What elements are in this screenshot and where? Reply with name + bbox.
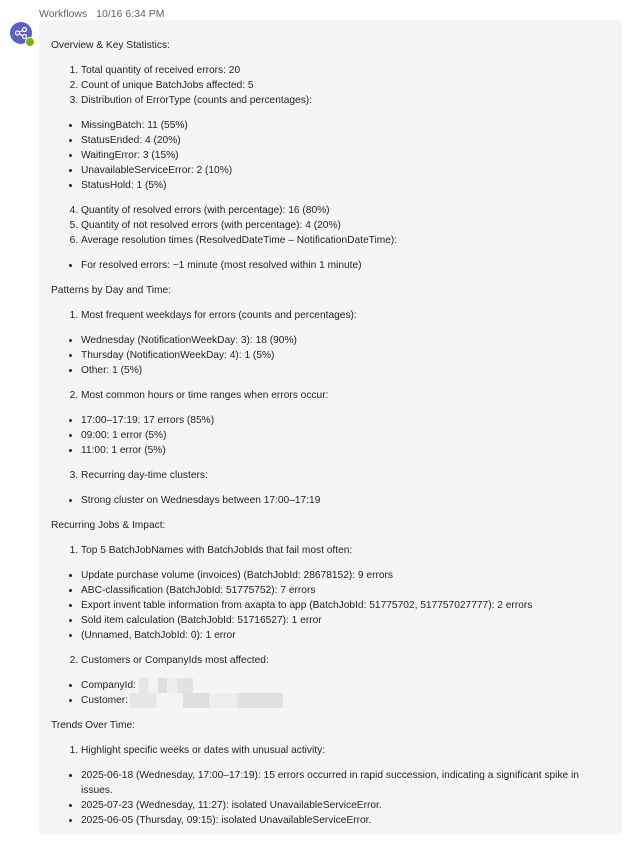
customer-label: Customer:: [81, 695, 128, 707]
list-item: • 2025-07-23 (Wednesday, 11:27): isolated UnavailableServiceError.: [81, 798, 612, 813]
list-item: • Wednesday (NotificationWeekDay: 3): 18 (90%): [81, 333, 612, 348]
batchjob-list: [51, 568, 612, 643]
overview-title: Overview & Key Statistics:: [51, 40, 170, 51]
list-item: 1. Most frequent weekdays for errors (counts and percentages):: [81, 308, 612, 323]
list-item: 1. Total quantity of received errors: 20: [81, 63, 612, 78]
list-item: 2. Count of unique BatchJobs affected: 5: [81, 78, 612, 93]
redacted-company: [139, 678, 193, 693]
list-item: 3. Recurring day-time clusters:: [81, 468, 612, 483]
list-item: • Other: 1 (5%): [81, 363, 612, 378]
list-item: • For resolved errors: ~1 minute (most resolved within 1 minute): [81, 258, 612, 273]
overview-list-a: [51, 63, 612, 108]
list-item: • 11:00: 1 error (5%): [81, 443, 612, 458]
patterns-item-1: [51, 308, 612, 323]
list-item: [81, 678, 612, 693]
jobs-title: Recurring Jobs & Impact:: [51, 520, 166, 531]
list-item: • ABC-classification (BatchJobId: 51775752): 7 errors: [81, 583, 612, 598]
error-type-list: [51, 118, 612, 193]
company-label: CompanyId:: [81, 680, 136, 692]
affected-list: [51, 678, 612, 708]
list-item: • Sold item calculation (BatchJobId: 51716527): 1 error: [81, 613, 612, 628]
list-item: • StatusEnded: 4 (20%): [81, 133, 612, 148]
patterns-item-2: [51, 388, 612, 403]
clusters-list: [51, 493, 612, 508]
list-item: • Export invent table information from axapta to app (BatchJobId: 51775702, 517757027777): 2 errors: [81, 598, 612, 613]
list-item: • WaitingError: 3 (15%): [81, 148, 612, 163]
list-item: • StatusHold: 1 (5%): [81, 178, 612, 193]
dates-list: [51, 768, 612, 828]
presence-badge: [25, 37, 35, 47]
resolution-list: [51, 258, 612, 273]
list-item: • MissingBatch: 11 (55%): [81, 118, 612, 133]
jobs-item-1: [51, 543, 612, 558]
list-item: • UnavailableServiceError: 2 (10%): [81, 163, 612, 178]
list-item: 5. Quantity of not resolved errors (with percentage): 4 (20%): [81, 218, 612, 233]
list-item: 2. Most common hours or time ranges when errors occur:: [81, 388, 612, 403]
list-item: • Update purchase volume (invoices) (BatchJobId: 28678152): 9 errors: [81, 568, 612, 583]
weekday-list: [51, 333, 612, 378]
list-item: • (Unnamed, BatchJobId: 0): 1 error: [81, 628, 612, 643]
message-header: [39, 8, 164, 20]
list-item: • 17:00–17:19: 17 errors (85%): [81, 413, 612, 428]
trends-title: Trends Over Time:: [51, 720, 135, 732]
sender-name[interactable]: Workflows: [39, 8, 88, 20]
hours-list: [51, 413, 612, 458]
list-item: 2. Customers or CompanyIds most affected:: [81, 653, 612, 668]
list-item: • Thursday (NotificationWeekDay: 4): 1 (5%): [81, 348, 612, 363]
message-timestamp: 10/16 6:34 PM: [96, 8, 165, 20]
list-item: 1. Highlight specific weeks or dates with unusual activity:: [81, 743, 612, 758]
trends-item-1: [51, 743, 612, 758]
list-item: • 09:00: 1 error (5%): [81, 428, 612, 443]
jobs-item-2: [51, 653, 612, 668]
list-item: 1. Top 5 BatchJobNames with BatchJobIds that fail most often:: [81, 543, 612, 558]
list-item: • Strong cluster on Wednesdays between 17:00–17:19: [81, 493, 612, 508]
list-item: [81, 693, 612, 708]
list-item: 3. Distribution of ErrorType (counts and percentages):: [81, 93, 612, 108]
list-item: • 2025-06-05 (Thursday, 09:15): isolated UnavailableServiceError.: [81, 813, 612, 828]
list-item: • 2025-06-18 (Wednesday, 17:00–17:19): 15 errors occurred in rapid succession, indicating a significant spike in issues.: [81, 768, 612, 798]
patterns-title: Patterns by Day and Time:: [51, 285, 172, 296]
overview-list-b: [51, 203, 612, 248]
redacted-customer: [129, 693, 283, 708]
message-body: [39, 20, 622, 835]
list-item: 4. Quantity of resolved errors (with percentage): 16 (80%): [81, 203, 612, 218]
list-item: 6. Average resolution times (ResolvedDateTime – NotificationDateTime):: [81, 233, 612, 248]
patterns-item-3: [51, 468, 612, 483]
